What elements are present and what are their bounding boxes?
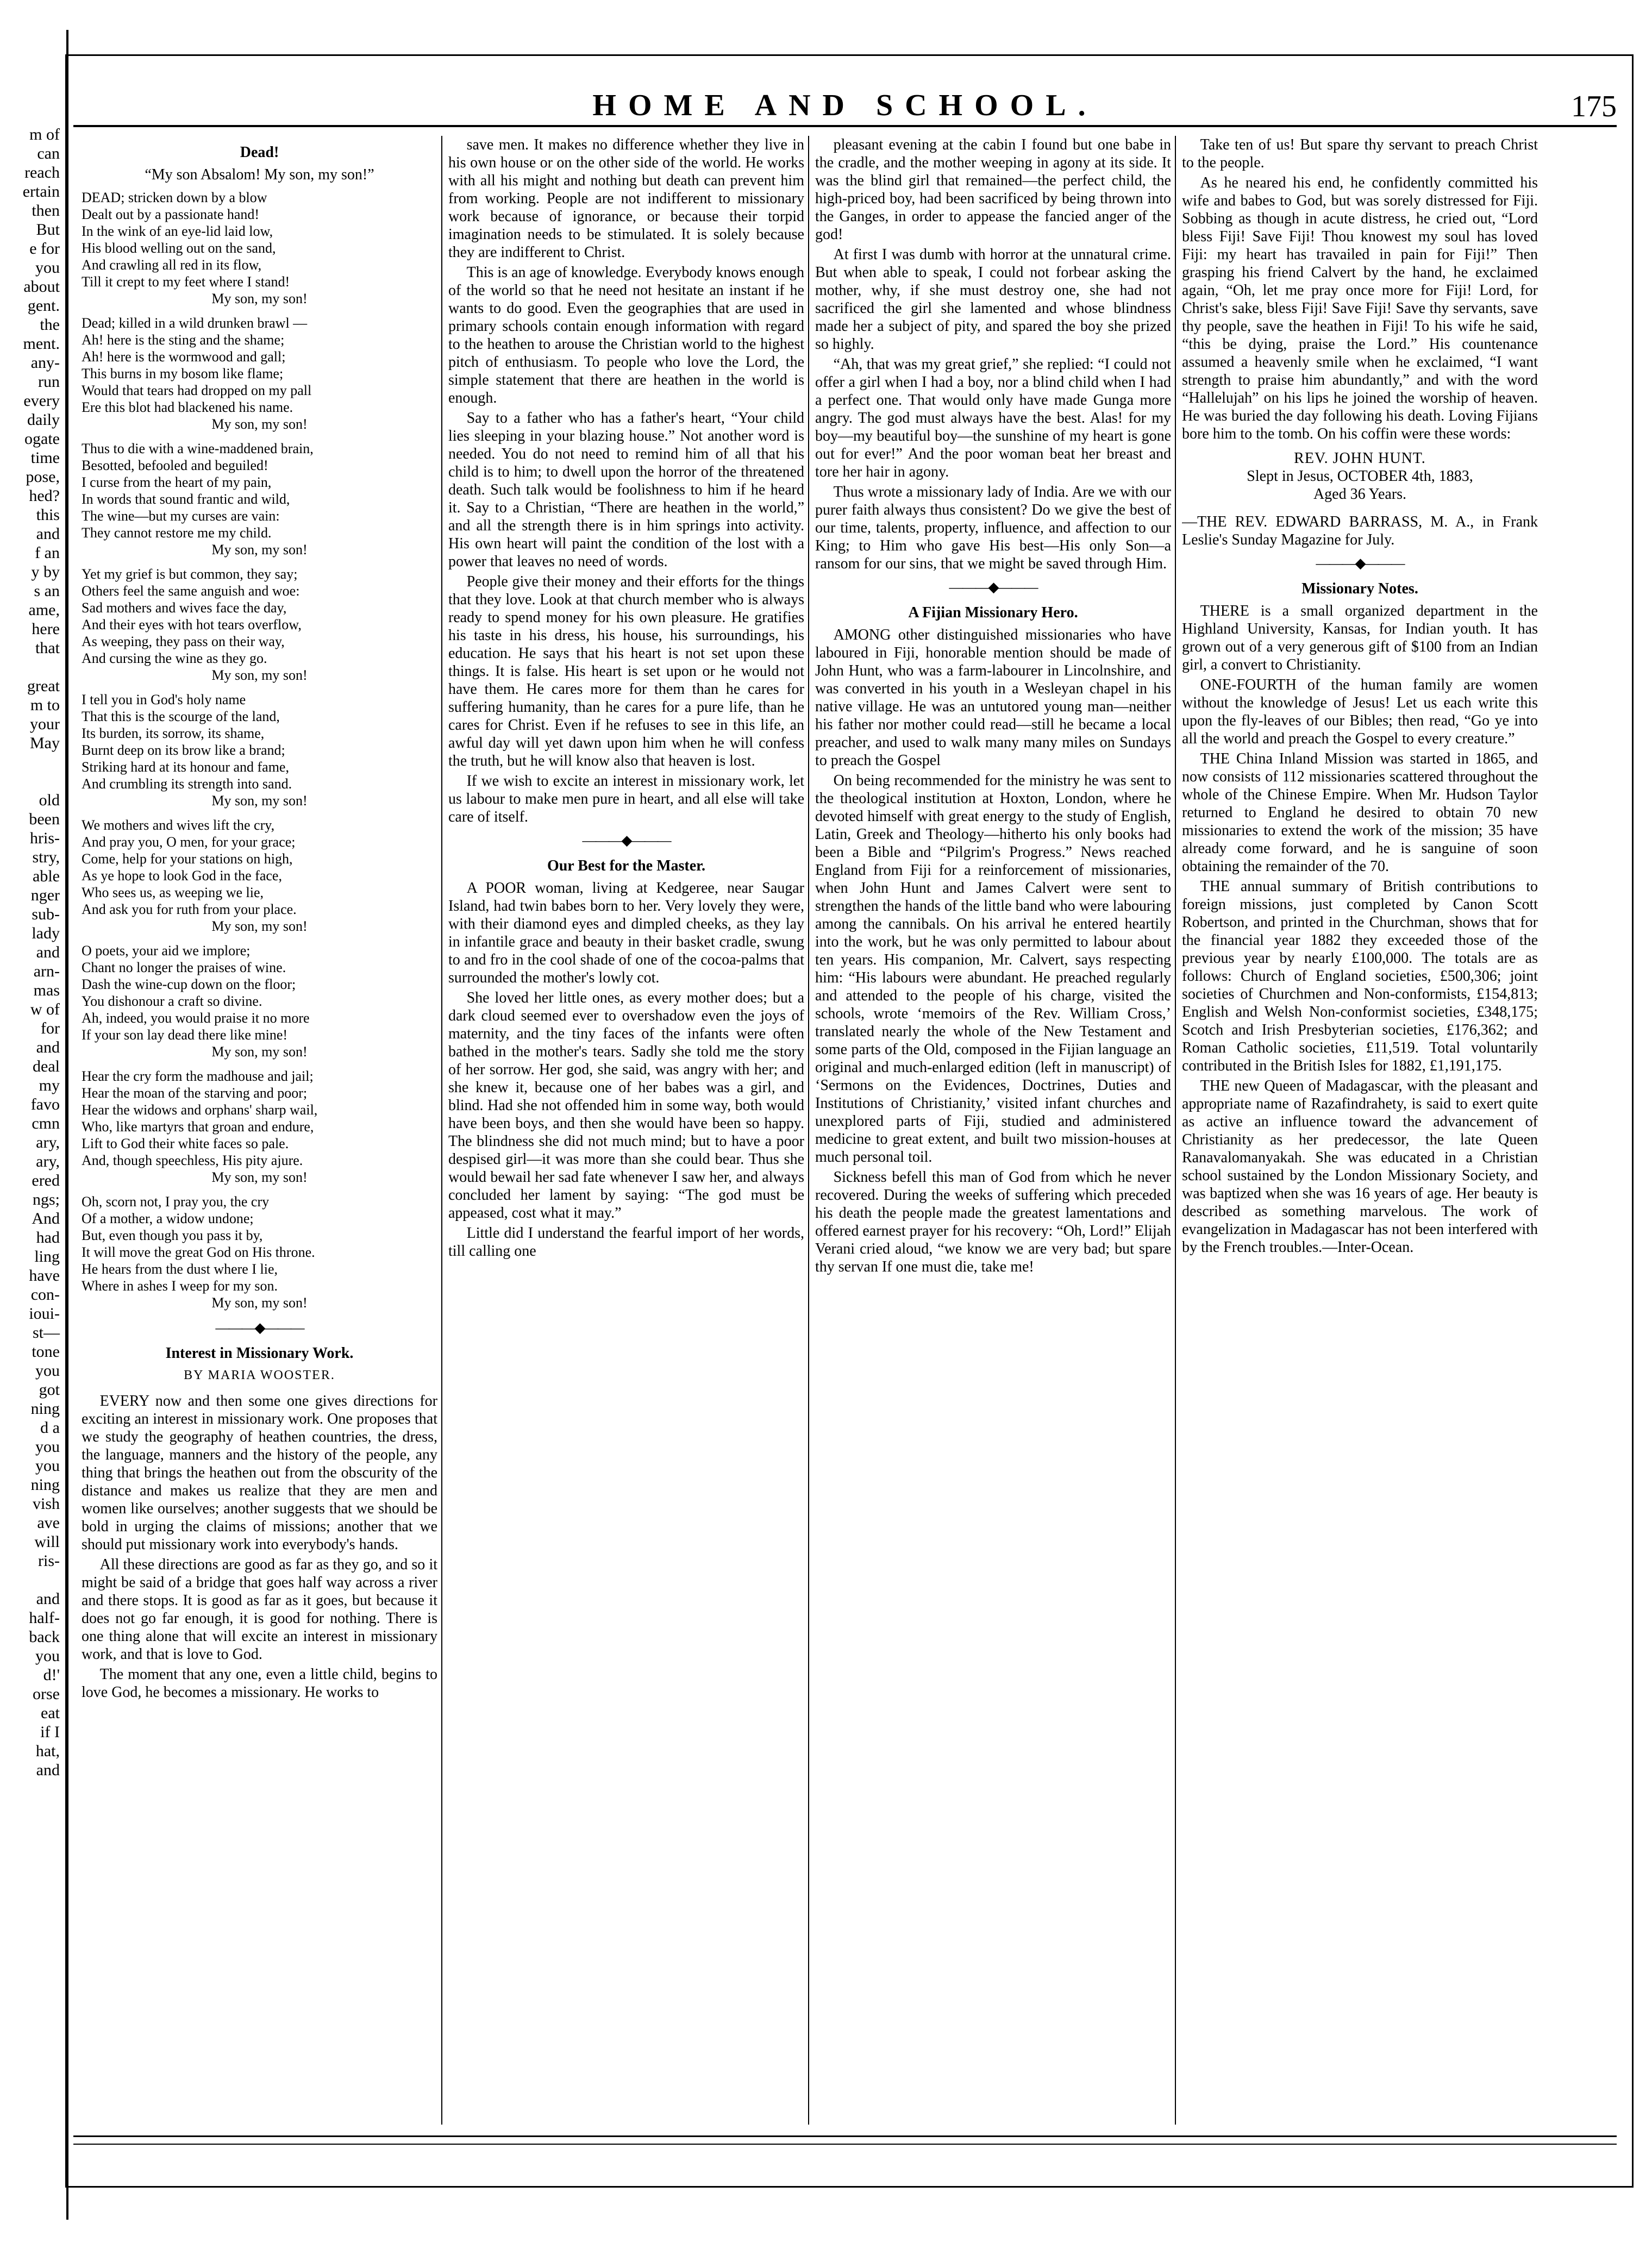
poem-line: Thus to die with a wine-maddened brain, xyxy=(82,441,314,456)
poem-refrain: My son, my son! xyxy=(211,1044,308,1060)
epitaph-name: REV. JOHN HUNT. xyxy=(1294,450,1426,467)
poem-line: And ask you for ruth from your place. xyxy=(82,901,297,917)
poem-line: They cannot restore me my child. xyxy=(82,525,272,541)
margin-fragment: back xyxy=(29,1628,60,1646)
article-body xyxy=(1182,136,1538,443)
margin-fragment: tone xyxy=(32,1343,60,1361)
poem-line: It will move the great God on His throne. xyxy=(82,1244,315,1260)
margin-fragment: about xyxy=(23,278,60,296)
margin-fragment: And xyxy=(32,1210,60,1227)
section-divider: ———◆——— xyxy=(1316,555,1404,571)
article-body xyxy=(1182,602,1538,1256)
header-rule xyxy=(73,125,1617,127)
margin-fragment: hris- xyxy=(30,829,60,847)
margin-fragment: my xyxy=(39,1076,60,1094)
poem-line: Dash the wine-cup down on the floor; xyxy=(82,976,296,992)
page-header xyxy=(73,72,1617,137)
page-edge-rule xyxy=(66,30,68,2220)
paragraph: At first I was dumb with horror at the unnatural crime. But when able to speak, I could not forbear asking the mother, why, if she must destroy one, she had not sacrificed the girl she lamented and whose blindness made her a subject of pity, and spared the boy she prized so highly. xyxy=(815,246,1171,353)
article-title: Interest in Missionary Work. xyxy=(165,1345,354,1362)
article-title: Our Best for the Master. xyxy=(547,857,706,874)
epitaph-line: Slept in Jesus, OCTOBER 4th, 1883, xyxy=(1247,468,1473,485)
poem-line: And crawling all red in its flow, xyxy=(82,257,262,273)
column-1 xyxy=(82,136,437,2125)
margin-fragment: half- xyxy=(29,1609,60,1627)
paragraph: She loved her little ones, as every mother does; but a dark cloud seemed ever to overshadow even the joys of maternity, and the tiny faces of the infants were often bathed in the mother's tears. Sadly she told me the story of her sorrow. Her god, she said, was angry with her; and she knew it, because one of her babes was a girl, and blind. Had she not offended him in some way, both would have been boys, and then she would have been so happy. The blindness she did not much mind; but to have a poor despised girl—it was more than she could bear. Thus she would bewail her sad fate whenever I saw her, and always concluded her lament by saying: “The god must be appeased, cost what it may.” xyxy=(448,989,804,1222)
footer-rule xyxy=(73,2135,1617,2137)
margin-fragment: able xyxy=(33,867,60,885)
margin-fragment: and xyxy=(36,1761,60,1779)
poem-line: Hear the moan of the starving and poor; xyxy=(82,1085,308,1101)
article-body xyxy=(448,136,804,826)
margin-fragment: been xyxy=(29,810,60,828)
margin-fragment: ogate xyxy=(24,430,60,448)
margin-fragment: ment. xyxy=(23,335,60,353)
epitaph-line: Aged 36 Years. xyxy=(1313,486,1407,503)
poem-line: And, though speechless, His pity ajure. xyxy=(82,1152,303,1168)
paragraph: A POOR woman, living at Kedgeree, near Saugar Island, had twin babes born to her. Very lovely they were, with their diamond eyes and dimpled cheeks, as they lay in infantile grace and beauty in their basket cradle, swung to and fro in the cool shade of one of the cocoa-palms that surrounded the mother's lowly cot. xyxy=(448,880,804,986)
margin-fragment: run xyxy=(38,373,60,391)
paragraph: All these directions are good as far as they go, and so it might be said of a bridge that goes half way across a river and there stops. It is good as far as it goes, but because it does not go far enough, it is good for nothing. There is one thing alone that will excite an interest in missionary work, and that is love to God. xyxy=(82,1556,437,1663)
paragraph: This is an age of knowledge. Everybody knows enough of the world so that he need not hesitate an instant if he wants to do good. Even the geographies that are used in primary schools contain enough information with regard to the heathen to arouse the Christian world to the highest pitch of enthusiasm. To people who love the Lord, the simple statement that there are heathen in the world is enough. xyxy=(448,264,804,406)
poem-line: Ah! here is the wormwood and gall; xyxy=(82,349,286,365)
margin-fragment: y by xyxy=(31,563,60,581)
margin-fragment: orse xyxy=(33,1685,60,1703)
poem-line: Where in ashes I weep for my son. xyxy=(82,1278,278,1294)
poem-line: And pray you, O men, for your grace; xyxy=(82,834,296,850)
margin-fragment: ary, xyxy=(36,1133,60,1151)
poem-title: Dead! xyxy=(240,144,279,161)
poem-line: Ah, indeed, you would praise it no more xyxy=(82,1010,310,1026)
poem-line: And their eyes with hot tears overflow, xyxy=(82,617,302,632)
margin-fragment: s an xyxy=(34,582,60,600)
margin-fragment: But xyxy=(36,221,60,239)
adjacent-page-fragment xyxy=(0,125,64,2081)
paragraph: If we wish to excite an interest in missionary work, let us labour to make men pure in heart, and all else will take care of itself. xyxy=(448,773,804,825)
poem-line: O poets, your aid we implore; xyxy=(82,943,251,959)
poem-line: Who, like martyrs that groan and endure, xyxy=(82,1119,314,1135)
poem-line: Dead; killed in a wild drunken brawl — xyxy=(82,315,308,331)
poem-refrain: My son, my son! xyxy=(211,918,308,934)
margin-fragment xyxy=(0,772,64,791)
margin-fragment xyxy=(0,1570,64,1589)
margin-fragment: and xyxy=(36,1590,60,1608)
margin-fragment: you xyxy=(35,1647,60,1665)
margin-fragment: the xyxy=(40,316,60,334)
margin-fragment: ave xyxy=(37,1514,60,1532)
section-divider: ———◆——— xyxy=(215,1320,304,1336)
column-rule xyxy=(441,136,442,2125)
margin-fragment: you xyxy=(35,1438,60,1456)
margin-fragment: ning xyxy=(30,1476,60,1494)
paragraph: People give their money and their efforts for the things that they love. Look at that church member who is always ready to spend money for his own pleasure. He gratifies his taste in his dress, his house, his surroundings, his education. He says that his heart is not set upon these things. It is false. His heart is set upon or he would not have them. He cares more for them than he cares for suffering humanity, than he cares for a pure life, than he cares for Christ. Even if he refuses to see in this life, an awful day will yet dawn upon him when he will confess the truth, but he will know also that heaven is lost. xyxy=(448,573,804,769)
margin-fragment: ered xyxy=(32,1172,60,1189)
paragraph: THERE is a small organized department in the Highland University, Kansas, for Indian youth. It has grown out of a very generous gift of $100 from an Indian girl, a convert to Christianity. xyxy=(1182,603,1538,673)
paragraph: save men. It makes no difference whether they live in his own house or on the other side of the world. He works with all his might and nothing but death can prevent him from working. People are not indifferent to missionary work because of ignorance, or because their torpid imagination needs to be stimulated. It is solely because they are indifferent to Christ. xyxy=(448,136,804,261)
margin-fragment: May xyxy=(30,734,60,752)
poem-line: As weeping, they pass on their way, xyxy=(82,634,285,649)
margin-fragment: if I xyxy=(40,1723,60,1741)
poem-line: Who sees us, as weeping we lie, xyxy=(82,885,264,900)
margin-fragment: cmn xyxy=(32,1114,60,1132)
column-2 xyxy=(448,136,804,2125)
margin-fragment xyxy=(0,753,64,772)
poem-line: Lift to God their white faces so pale. xyxy=(82,1136,289,1151)
poem-refrain: My son, my son! xyxy=(211,1295,308,1311)
paragraph: Sickness befell this man of God from which he never recovered. During the weeks of suffering which preceded his death the people made the greatest lamentations and offered earnest prayer for his recovery: “Oh, Lord!” Elijah Verani cried aloud, “we know we are very bad; but spare thy servan If one must die, take me! xyxy=(815,1169,1171,1275)
poem-stanza xyxy=(82,440,437,558)
poem-line: Ah! here is the sting and the shame; xyxy=(82,332,285,348)
margin-fragment: that xyxy=(35,639,60,657)
poem-line: Hear the cry form the madhouse and jail; xyxy=(82,1068,314,1084)
poem-refrain: My son, my son! xyxy=(211,542,308,558)
poem-line: Oh, scorn not, I pray you, the cry xyxy=(82,1194,270,1210)
column-3 xyxy=(815,136,1171,2125)
margin-fragment: con- xyxy=(30,1286,60,1304)
poem-line: You dishonour a craft so divine. xyxy=(82,993,262,1009)
poem-line: DEAD; stricken down by a blow xyxy=(82,190,267,205)
margin-fragment: can xyxy=(37,145,60,162)
poem-refrain: My son, my son! xyxy=(211,667,308,683)
margin-fragment: ngs; xyxy=(32,1191,60,1208)
poem-line: We mothers and wives lift the cry, xyxy=(82,817,275,833)
margin-fragment: you xyxy=(35,259,60,277)
page-number: 175 xyxy=(1571,90,1617,123)
poem-line: Striking hard at its honour and fame, xyxy=(82,759,289,775)
margin-fragment: gent. xyxy=(27,297,60,315)
margin-fragment: then xyxy=(32,202,60,220)
margin-fragment: daily xyxy=(27,411,60,429)
paragraph: As he neared his end, he confidently committed his wife and babes to God, but was sorely distressed for Fiji. Sobbing as though in acute distress, he cried out, “Lord bless Fiji! Save Fiji! Thou knowest my soul has loved Fiji: my heart has travailed in pain for Fiji!” Then grasping his friend Calvert by the hand, he exclaimed again, “Oh, let me pray once more for Fiji! Lord, for Christ's sake, bless Fiji! Save Fiji! Save thy servants, save thy people, save the heathen in Fiji! To his wife he said, “this be dying, praise the Lord.” His countenance assumed a heavenly smile when he exclaimed, “I want strength to praise him abundantly,” and with the word “Hallelujah” on his lips he joined the worship of heaven. He was buried the day following his death. Loving Fijians bore him to the tomb. On his coffin were these words: xyxy=(1182,174,1538,442)
margin-fragment: ning xyxy=(30,1400,60,1418)
poem-line: This burns in my bosom like flame; xyxy=(82,366,284,381)
column-rule xyxy=(1175,136,1176,2125)
margin-fragment: vish xyxy=(32,1495,60,1513)
margin-fragment: mas xyxy=(33,981,60,999)
margin-fragment: ertain xyxy=(22,183,60,201)
source-credit: —THE REV. EDWARD BARRASS, M. A., in Frank Leslie's Sunday Magazine for July. xyxy=(1182,513,1538,548)
margin-fragment: reach xyxy=(24,164,60,181)
margin-fragment: here xyxy=(32,620,60,638)
poem-body xyxy=(82,189,437,1311)
poem-stanza xyxy=(82,691,437,809)
margin-fragment: ioui- xyxy=(29,1305,60,1323)
margin-fragment: e for xyxy=(29,240,60,258)
poem-line: But, even though you pass it by, xyxy=(82,1227,263,1243)
poem-stanza xyxy=(82,566,437,684)
margin-fragment: nger xyxy=(30,886,60,904)
paragraph: ONE-FOURTH of the human family are women without the knowledge of Jesus! Let us each write this upon the fly-leaves of our Bibles; then read, “Go ye into all the world and preach the Gospel to every creature.” xyxy=(1182,676,1538,747)
margin-fragment: w of xyxy=(30,1000,60,1018)
paragraph: “Ah, that was my great grief,” she replied: “I could not offer a girl when I had a boy, nor a blind child when I had a perfect one. That would only have made Gunga more angry. The god must always have the best. Alas! for my boy—my beautiful boy—the sunshine of my heart is gone out for ever!” And the poor woman beat her breast and tore her hair in agony. xyxy=(815,356,1171,480)
margin-fragment: got xyxy=(39,1381,60,1399)
poem-line: Yet my grief is but common, they say; xyxy=(82,566,298,582)
poem-epigraph: “My son Absalom! My son, my son!” xyxy=(145,166,374,183)
margin-fragment: eat xyxy=(41,1704,60,1722)
margin-fragment: ary, xyxy=(36,1152,60,1170)
margin-fragment: favo xyxy=(30,1095,60,1113)
poem-line: I curse from the heart of my pain, xyxy=(82,474,272,490)
poem-line: And crumbling its strength into sand. xyxy=(82,776,292,792)
poem-line: He hears from the dust where I lie, xyxy=(82,1261,278,1277)
paragraph: EVERY now and then some one gives directions for exciting an interest in missionary work. One proposes that we study the geography of heathen countries, the dress, the language, manners and the history of the people, any thing that brings the heathen out from the obscurity of the distance and makes us realize that they are men and women like ourselves; another suggests that we should be bold in urging the claims of missions; another that we should put missionary work into everybody's hands. xyxy=(82,1393,437,1553)
poem-line: Others feel the same anguish and woe: xyxy=(82,583,300,599)
paragraph: Say to a father who has a father's heart, “Your child lies sleeping in your blazing house.” Not another word is needed. You do not need to remind him of all that his child is to him; to dwell upon the horror of the threatened death. Such talk would be foolishness to him if he heard it. Say to a Christian, “There are heathen in the world,” and all the strength there is in him springs into activity. His own heart will paint the condition of the lost with a power that leaves no need of words. xyxy=(448,410,804,570)
article-body xyxy=(448,879,804,1260)
margin-fragment: any- xyxy=(30,354,60,372)
publication-title: HOME AND SCHOOL. xyxy=(592,89,1098,122)
margin-fragment: your xyxy=(30,715,60,733)
margin-fragment: m to xyxy=(30,696,60,714)
poem-stanza xyxy=(82,315,437,433)
column-rule xyxy=(808,136,809,2125)
margin-fragment: for xyxy=(41,1019,60,1037)
paragraph: Little did I understand the fearful import of her words, till calling one xyxy=(448,1225,804,1260)
margin-fragment: had xyxy=(36,1229,60,1246)
poem-refrain: My son, my son! xyxy=(211,291,308,306)
margin-fragment: this xyxy=(36,506,60,524)
article-title: Missionary Notes. xyxy=(1301,580,1418,597)
article-title: A Fijian Missionary Hero. xyxy=(908,604,1078,621)
margin-fragment: ris- xyxy=(38,1552,60,1570)
poem-line: His blood welling out on the sand, xyxy=(82,240,276,256)
poem-line: That this is the scourge of the land, xyxy=(82,709,280,724)
margin-fragment: m of xyxy=(29,126,60,143)
poem-line: Sad mothers and wives face the day, xyxy=(82,600,287,616)
poem-line: Hear the widows and orphans' sharp wail, xyxy=(82,1102,318,1118)
margin-fragment: d!' xyxy=(43,1666,60,1684)
paragraph: THE annual summary of British contributions to foreign missions, just completed by Canon Scott Robertson, and printed in the Churchman, shows that for the financial year 1882 they exceeded those of the previous year by nearly £100,000. The totals are as follows: Church of England societies, £500,306; joint societies of Churchmen and Non-conformists, £154,813; English and Welsh Non-conformist societies, £348,175; Scotch and Irish Presbyterian societies, £176,362; and Roman Catholic societies, £11,519. Total voluntarily contributed in the British Isles for 1882, £1,191,175. xyxy=(1182,878,1538,1074)
footer-rule xyxy=(73,2144,1617,2145)
margin-fragment: ame, xyxy=(28,601,60,619)
paragraph: pleasant evening at the cabin I found but one babe in the cradle, and the mother weeping in agony at its side. It was the blind girl that remained—the perfect child, the high-priced boy, had been sacrificed by being thrown into the Ganges, in order to appease the fancied anger of the god! xyxy=(815,136,1171,243)
poem-line: In the wink of an eye-lid laid low, xyxy=(82,223,273,239)
poem-line: Ere this blot had blackened his name. xyxy=(82,399,293,415)
section-divider: ———◆——— xyxy=(949,579,1037,595)
poem-line: The wine—but my curses are vain: xyxy=(82,508,280,524)
margin-fragment: great xyxy=(27,677,60,695)
margin-fragment: and xyxy=(36,1038,60,1056)
margin-fragment: have xyxy=(29,1267,60,1285)
margin-fragment: you xyxy=(35,1362,60,1380)
margin-fragment: every xyxy=(23,392,60,410)
article-body xyxy=(815,626,1171,1276)
article-body xyxy=(815,136,1171,573)
margin-fragment: stry, xyxy=(32,848,60,866)
poem-line: Burnt deep on its brow like a brand; xyxy=(82,742,285,758)
article-byline: BY MARIA WOOSTER. xyxy=(184,1368,335,1382)
paragraph: Take ten of us! But spare thy servant to preach Christ to the people. xyxy=(1182,136,1538,171)
section-divider: ———◆——— xyxy=(582,832,671,848)
margin-fragment: hed? xyxy=(29,487,60,505)
margin-fragment: pose, xyxy=(26,468,60,486)
poem-stanza xyxy=(82,817,437,935)
poem-stanza xyxy=(82,1068,437,1186)
article-body xyxy=(82,1392,437,1701)
poem-stanza xyxy=(82,1193,437,1311)
margin-fragment: deal xyxy=(33,1057,60,1075)
paragraph: On being recommended for the ministry he was sent to the theological institution at Hoxton, London, where he devoted himself with great energy to the study of English, Latin, Greek and Theology—hitherto his only books had been a Bible and “Pilgrim's Progress.” News reached England from Fiji for a reinforcement of missionaries, when John Hunt and James Calvert were sent to strengthen the hands of the little band who were labouring among the cannibals. On his arrival he entered heartily into the work, but he was only permitted to labour about ten years. His companion, Mr. Calvert, says respecting him: “His labours were abundant. He preached regularly and attended to the people of his charge, visited the schools, wrote ‘memoirs of the Rev. William Cross,’ translated nearly the whole of the New Testament and some parts of the Old, composed in the Fijian language an original and much-enlarged edition (left in manuscript) of ‘Sermons on the Evidences, Doctrines, Duties and Institutions of Christianity,’ visited infant churches and unexplored parts of Fiji, studied and administered medicine to great extent, and built two mission-houses at much personal toil. xyxy=(815,772,1171,1166)
paragraph: The moment that any one, even a little child, begins to love God, he becomes a missionary. He works to xyxy=(82,1666,437,1701)
margin-fragment: old xyxy=(39,791,60,809)
margin-fragment: f an xyxy=(35,544,60,562)
margin-fragment: time xyxy=(30,449,60,467)
paragraph: THE China Inland Mission was started in 1865, and now consists of 112 missionaries scattered throughout the whole of the Chinese Empire. When Mr. Hudson Taylor returned to England he desired to obtain 70 new missionaries to extend the work of the mission; 35 have already come forward, and he is sanguine of soon obtaining the remainder of the 70. xyxy=(1182,750,1538,875)
poem-line: Besotted, befooled and beguiled! xyxy=(82,458,268,473)
poem-line: If your son lay dead there like mine! xyxy=(82,1027,288,1043)
margin-fragment: will xyxy=(34,1533,60,1551)
poem-refrain: My son, my son! xyxy=(211,793,308,809)
poem-line: Till it crept to my feet where I stand! xyxy=(82,274,290,290)
paragraph: AMONG other distinguished missionaries who have laboured in Fiji, honorable mention should be made of John Hunt, who was a farm-labourer in Lincolnshire, and was converted in his youth in a Wesleyan chapel in his native village. He was an untutored young man—neither his father nor mother could read—still he became a local preacher, and used to walk many many miles on Sundays to preach the Gospel xyxy=(815,627,1171,769)
margin-fragment: and xyxy=(36,943,60,961)
poem-line: In words that sound frantic and wild, xyxy=(82,491,290,507)
poem-line: Chant no longer the praises of wine. xyxy=(82,960,286,975)
margin-fragment: hat, xyxy=(35,1742,60,1760)
paragraph: Thus wrote a missionary lady of India. Are we with our purer faith always thus consistent? Do we give the best of our time, talents, property, influence, and affection to our King; to Him who gave His best—His only Son—a ransom for our sins, that we might be saved through Him. xyxy=(815,484,1171,572)
margin-fragment: and xyxy=(36,525,60,543)
poem-line: Its burden, its sorrow, its shame, xyxy=(82,725,265,741)
margin-fragment: lady xyxy=(32,924,60,942)
margin-fragment: st— xyxy=(32,1324,60,1342)
poem-stanza xyxy=(82,942,437,1060)
poem-line: Come, help for your stations on high, xyxy=(82,851,293,867)
poem-line: As ye hope to look God in the face, xyxy=(82,868,282,884)
paragraph: THE new Queen of Madagascar, with the pleasant and appropriate name of Razafindrahety, is said to exert quite as active an influence toward the advancement of Christianity as her predecessor, the late Queen Ranavalomanyakah. She was educated in a Christian school sustained by the London Missionary Society, and was baptized when she was 16 years of age. Her beauty is described as something marvelous. The work of evangelization in Madagascar has not been interfered with by the French troubles.—Inter-Ocean. xyxy=(1182,1078,1538,1256)
poem-line: Dealt out by a passionate hand! xyxy=(82,206,260,222)
poem-line: Of a mother, a widow undone; xyxy=(82,1211,254,1226)
poem-line: And cursing the wine as they go. xyxy=(82,650,267,666)
margin-fragment xyxy=(0,657,64,676)
margin-fragment: d a xyxy=(40,1419,60,1437)
poem-line: Would that tears had dropped on my pall xyxy=(82,383,312,398)
margin-fragment: arn- xyxy=(33,962,60,980)
margin-fragment: ling xyxy=(34,1248,60,1266)
poem-refrain: My son, my son! xyxy=(211,416,308,432)
column-4 xyxy=(1182,136,1538,2125)
poem-refrain: My son, my son! xyxy=(211,1169,308,1185)
poem-line: I tell you in God's holy name xyxy=(82,692,246,707)
margin-fragment: sub- xyxy=(32,905,60,923)
margin-fragment: you xyxy=(35,1457,60,1475)
poem-stanza xyxy=(82,189,437,307)
